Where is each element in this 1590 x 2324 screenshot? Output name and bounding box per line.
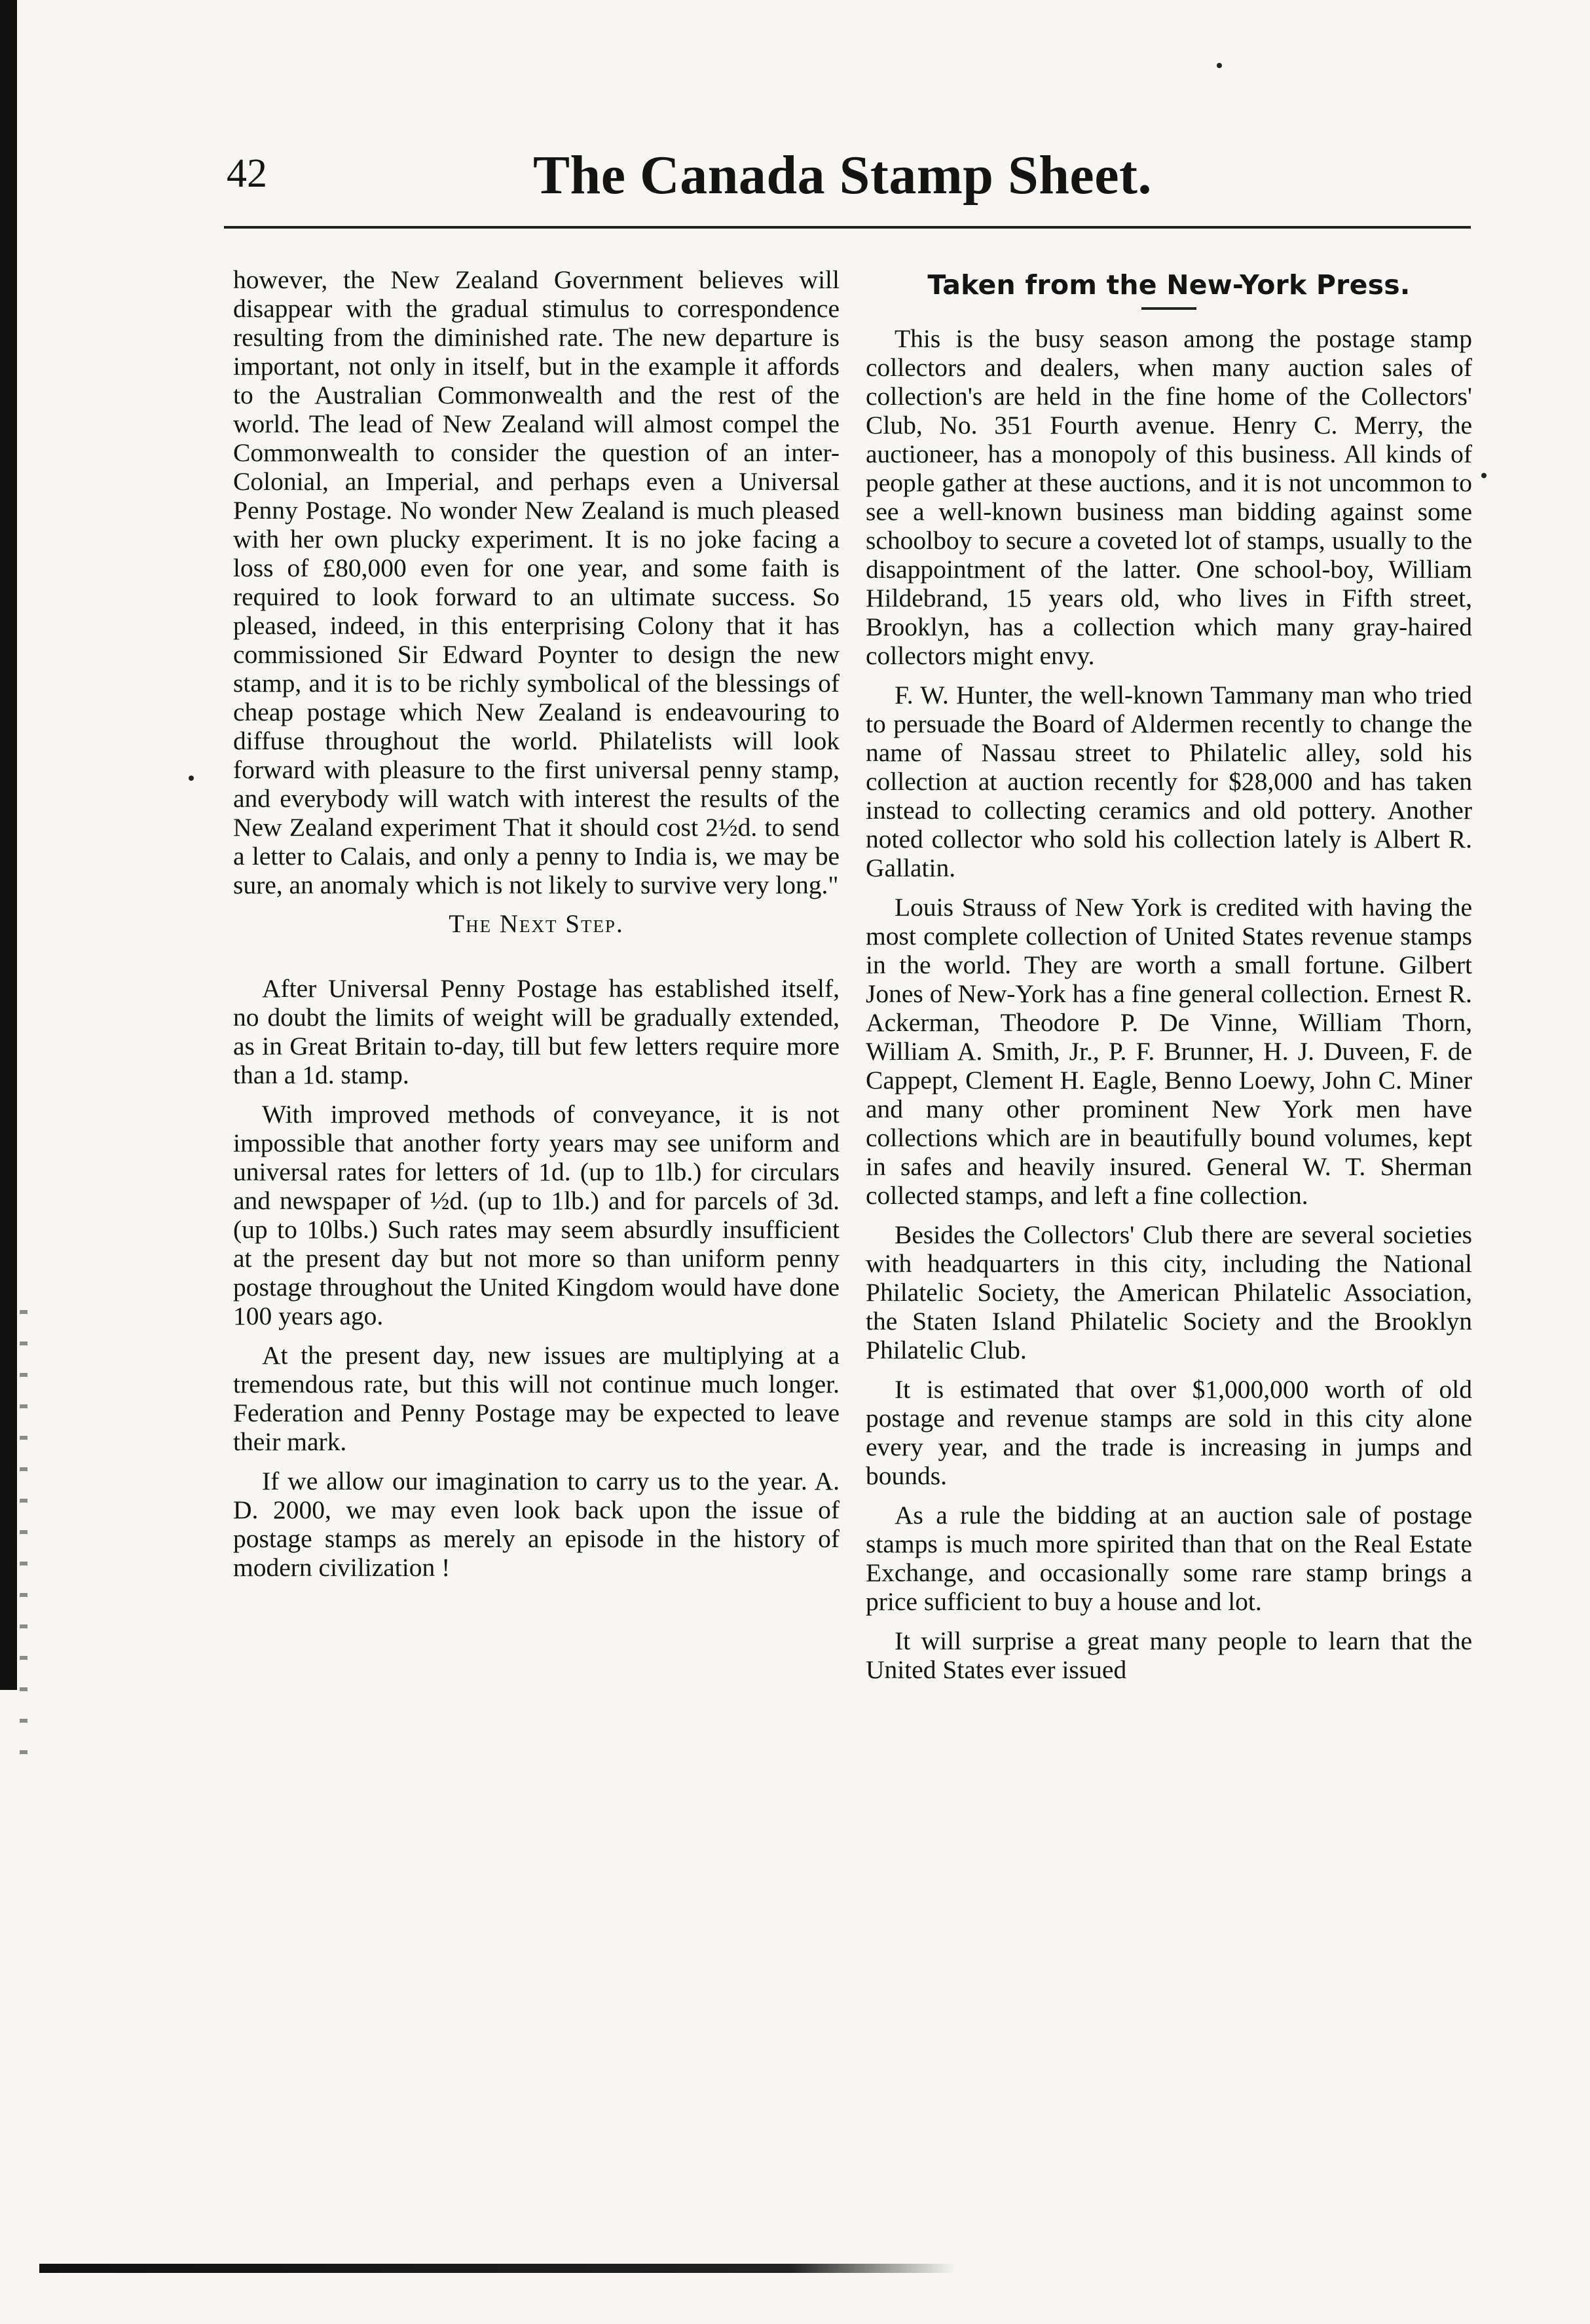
paragraph: F. W. Hunter, the well-known Tammany man who tried to persuade the Board of Aldermen recently to change the name of Nassau street to Philatelic alley, sold his collection at auction recently for $28,000 and has taken instead to collecting ceramics and old pottery. Another noted collector who sold his collection lately is Albert R. Gallatin. bbox=[866, 681, 1472, 882]
paragraph: It is estimated that over $1,000,000 worth of old postage and revenue stamps are sold in this city alone every year, and the trade is increasing in jumps and bounds. bbox=[866, 1375, 1472, 1490]
paragraph: however, the New Zealand Government believes will disappear with the gradual stimulus to correspondence resulting from the diminished rate. The new departure is important, not only in itself, but in the example it affords to the Australian Commonwealth and the rest of the world. The lead of New Zealand will almost compel the Commonwealth to consider the question of an inter-Colonial, an Imperial, and perhaps even a Universal Penny Postage. No wonder New Zealand is much pleased with her own plucky experiment. It is no joke facing a loss of £80,000 even for one year, and some faith is required to look forward to an ultimate success. So pleased, indeed, in this enterprising Colony that it has commissioned Sir Edward Poynter to design the new stamp, and it is to be richly symbolical of the blessings of cheap postage which New Zealand is endeavouring to diffuse throughout the world. Philatelists will look forward with pleasure to the first universal penny stamp, and everybody will watch with interest the results of the New Zealand experiment That it should cost 2½d. to send a letter to Calais, and only a penny to India is, we may be sure, an anomaly which is not likely to survive very long." bbox=[233, 265, 840, 899]
paragraph: If we allow our imagination to carry us to the year. A. D. 2000, we may even look back upon the issue of postage stamps as merely an episode in the history of modern civilization ! bbox=[233, 1467, 840, 1582]
page-number: 42 bbox=[227, 151, 267, 196]
paragraph: With improved methods of conveyance, it is not impossible that another forty years may see uniform and universal rates for letters of 1d. (up to 1lb.) for circulars and newspaper of ½d. (up to 1lb.) and for parcels of 3d. (up to 10lbs.) Such rates may seem absurdly insufficient at the present day but not more so than uniform penny postage throughout the United Kingdom would have done 100 years ago. bbox=[233, 1100, 840, 1330]
binding-marks bbox=[20, 1310, 28, 1769]
footer-rule bbox=[39, 2264, 956, 2273]
paragraph: Louis Strauss of New York is credited with having the most complete collection of United States revenue stamps in the world. They are worth a small fortune. Gilbert Jones of New-York has a fine general collection. Ernest R. Ackerman, Theodore P. De Vinne, William Thorn, William A. Smith, Jr., P. F. Brunner, H. J. Duveen, F. de Cappept, Clement H. Eagle, Benno Loewy, John C. Miner and many other prominent New York men have collections which are in beautifully bound volumes, kept in safes and heavily insured. General W. T. Sherman collected stamps, and left a fine collection. bbox=[866, 893, 1472, 1210]
running-title: The Canada Stamp Sheet. bbox=[533, 145, 1152, 206]
paragraph: After Universal Penny Postage has established itself, no doubt the limits of weight will be gradually extended, as in Great Britain to-day, till but few letters require more than a 1d. stamp. bbox=[233, 974, 840, 1089]
heading-rule bbox=[1141, 307, 1196, 310]
paragraph: This is the busy season among the postage stamp collectors and dealers, when many auction sales of collection's are held in the fine home of the Collectors' Club, No. 351 Fourth avenue. Henry C. Merry, the auctioneer, has a monopoly of this business. All kinds of people gather at these auctions, and it is not uncommon to see a well-known business man bidding against some schoolboy to secure a coveted lot of stamps, usually to the disappointment of the latter. One school-boy, William Hildebrand, 15 years old, who lives in Fifth street, Brooklyn, has a collection which many gray-haired collectors might envy. bbox=[866, 324, 1472, 670]
left-column bbox=[233, 265, 840, 1592]
ink-speck bbox=[189, 776, 194, 781]
right-column bbox=[866, 265, 1472, 1695]
section-heading: The Next Step. bbox=[449, 910, 624, 938]
paragraph: At the present day, new issues are multiplying at a tremendous rate, but this will not continue much longer. Federation and Penny Postage may be expected to leave their mark. bbox=[233, 1341, 840, 1456]
ink-speck bbox=[1481, 473, 1487, 478]
ink-speck bbox=[1217, 63, 1222, 68]
paragraph: Besides the Collectors' Club there are several societies with headquarters in this city, including the National Philatelic Society, the American Philatelic Association, the Staten Island Philatelic Society and the Brooklyn Philatelic Club. bbox=[866, 1220, 1472, 1364]
paragraph: As a rule the bidding at an auction sale of postage stamps is much more spirited than that on the Real Estate Exchange, and occasionally some rare stamp brings a price sufficient to buy a house and lot. bbox=[866, 1501, 1472, 1616]
binding-edge bbox=[0, 0, 17, 1690]
article-heading: Taken from the New-York Press. bbox=[927, 269, 1411, 301]
paragraph: It will surprise a great many people to learn that the United States ever issued bbox=[866, 1626, 1472, 1684]
header-rule bbox=[224, 226, 1471, 229]
